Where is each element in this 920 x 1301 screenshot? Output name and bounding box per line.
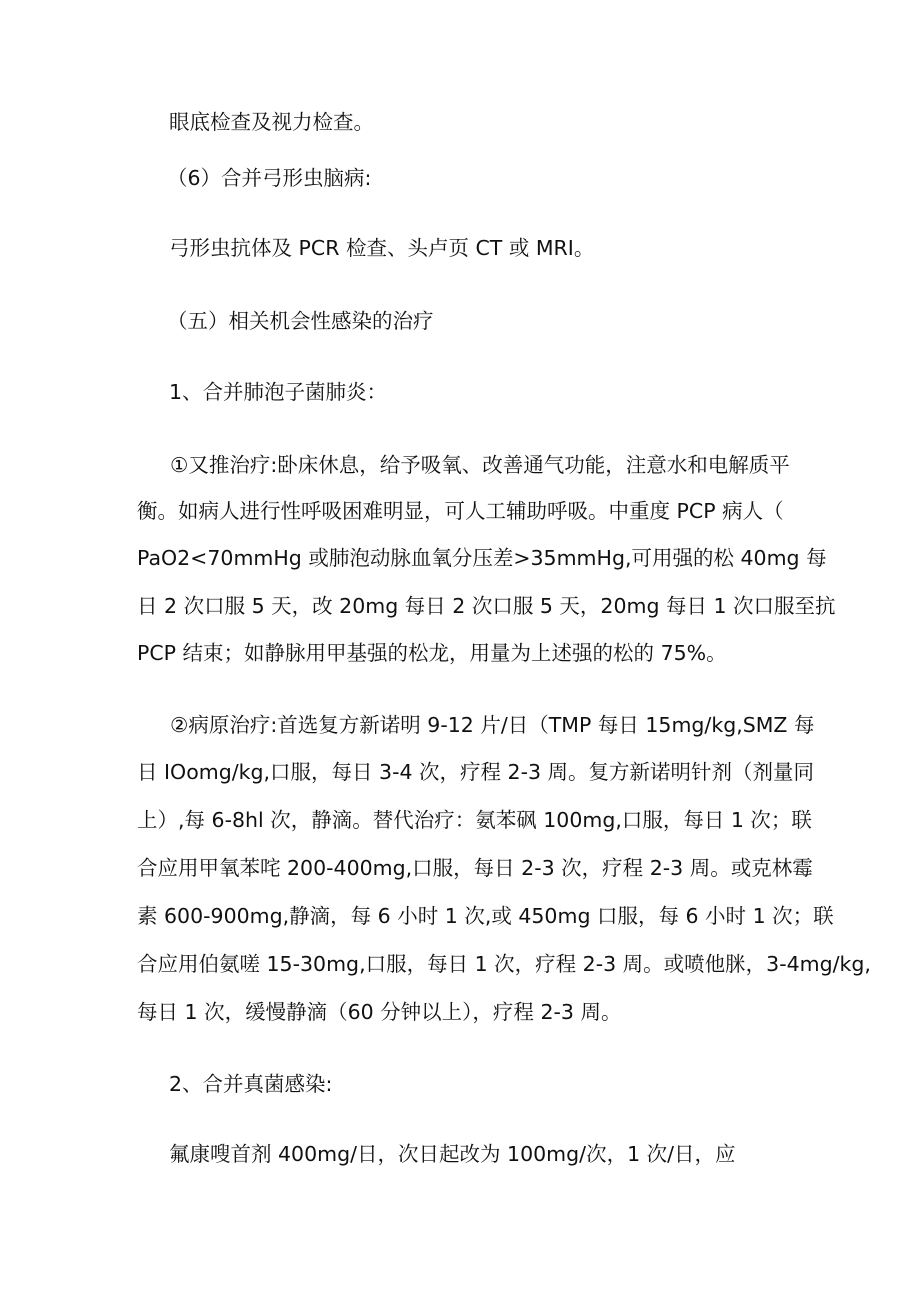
text-line-18: 2、合并真菌感染: — [169, 1072, 333, 1096]
text-line-12: 日 IOomg/kg,口服，每日 3-4 次，疗程 2-3 周。复方新诺明针剂（剂量同 — [137, 760, 815, 784]
text-line-2: （6）合并弓形虫脑病: — [167, 166, 372, 190]
text-line-13: 上）,每 6-8hl 次，静滴。替代治疗：氨苯砜 100mg,口服，每日 1 次；联 — [137, 808, 812, 832]
text-line-5: 1、合并肺泡子菌肺炎： — [169, 380, 388, 404]
text-line-11: ②病原治疗:首选复方新诺明 9-12 片/日（TMP 每日 15mg/kg,SMZ 每 — [170, 713, 815, 737]
text-line-7: 衡。如病人进行性呼吸困难明显，可人工辅助呼吸。中重度 PCP 病人（ — [137, 499, 784, 523]
text-line-16: 合应用伯氨嗟 15-30mg,口服，每日 1 次，疗程 2-3 周。或喷他脒，3-4mg/kg, — [137, 952, 871, 976]
text-line-8: PaO2<70mmHg 或肺泡动脉血氧分压差>35mmHg,可用强的松 40mg 每 — [137, 546, 827, 570]
text-line-17: 每日 1 次，缓慢静滴（60 分钟以上），疗程 2-3 周。 — [137, 1000, 622, 1024]
text-line-9: 日 2 次口服 5 天，改 20mg 每日 2 次口服 5 天，20mg 每日 1 次口服至抗 — [137, 594, 836, 618]
text-line-1: 眼底检查及视力检查。 — [169, 110, 374, 134]
text-line-14: 合应用甲氧苯咤 200-400mg,口服，每日 2-3 次，疗程 2-3 周。或克林霉 — [137, 856, 813, 880]
text-line-6: ①又推治疗:卧床休息，给予吸氧、改善通气功能，注意水和电解质平 — [170, 453, 790, 477]
text-line-19: 氟康嗖首剂 400mg/日，次日起改为 100mg/次，1 次/日，应 — [169, 1142, 736, 1166]
text-line-15: 素 600-900mg,静滴，每 6 小时 1 次,或 450mg 口服，每 6 小时 1 次；联 — [137, 904, 834, 928]
text-line-10: PCP 结束；如静脉用甲基强的松龙，用量为上述强的松的 75%。 — [137, 641, 727, 665]
text-line-3: 弓形虫抗体及 PCR 检查、头卢页 CT 或 MRI。 — [169, 236, 595, 260]
text-line-4: （五）相关机会性感染的治疗 — [167, 309, 434, 333]
